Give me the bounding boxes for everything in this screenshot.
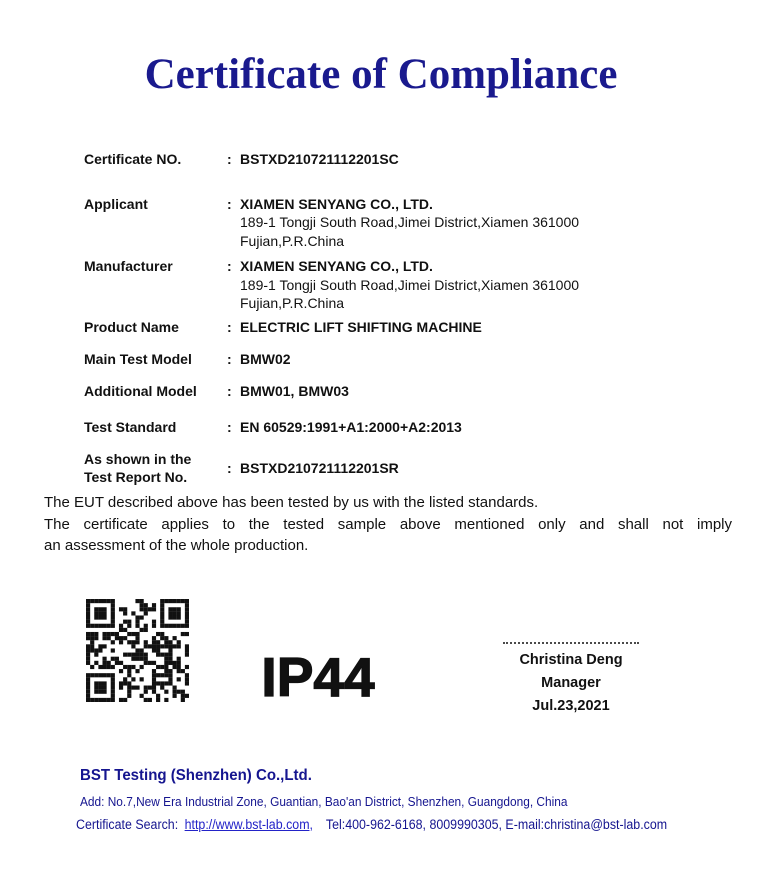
signature-dotted-line (503, 642, 639, 644)
signatory-name: Christina Deng (519, 652, 623, 668)
footer-address: Add: No.7,New Era Industrial Zone, Guantian, Bao'an District, Shenzhen, Guangdong, China (80, 795, 568, 809)
field-row-applicant (84, 195, 724, 251)
field-colon: : (227, 318, 232, 335)
product-name: ELECTRIC LIFT SHIFTING MACHINE (240, 318, 482, 335)
test-standard: EN 60529:1991+A1:2000+A2:2013 (240, 419, 462, 435)
certificate-search-label: Certificate Search: (76, 817, 179, 832)
applicant-address-line: 189-1 Tongji South Road,Jimei District,Xiamen 361000 (240, 214, 580, 230)
field-label: Additional Model (84, 382, 197, 399)
field-colon: : (227, 151, 232, 167)
field-row-certificate-no (84, 150, 724, 169)
field-label: Applicant (84, 195, 148, 212)
field-label: Main Test Model (84, 351, 192, 367)
field-label: Test Standard (84, 419, 177, 435)
field-colon: : (227, 459, 232, 476)
qr-code (86, 599, 189, 702)
statement-paragraph (44, 492, 732, 557)
signatory-role: Manager (541, 675, 601, 691)
test-report-number: BSTXD210721112201SR (240, 459, 399, 476)
field-label: Product Name (84, 318, 179, 335)
statement-line-1: The EUT described above has been tested by us with the listed standards. (44, 494, 539, 511)
field-colon: : (227, 351, 232, 367)
field-row-test-standard (84, 418, 724, 437)
ip-rating: IP44 (261, 646, 375, 708)
field-label: Manufacturer (84, 258, 173, 274)
signature-date: Jul.23,2021 (532, 698, 610, 714)
field-colon: : (227, 419, 232, 435)
field-label-line2: Test Report No. (84, 469, 188, 485)
qr-code-graphic (86, 599, 189, 702)
certificate-number: BSTXD210721112201SC (240, 151, 399, 167)
certificate-search-link[interactable]: http://www.bst-lab.com, (184, 817, 314, 832)
manufacturer-address-line: 189-1 Tongji South Road,Jimei District,Xiamen 361000 (240, 276, 580, 293)
signature-block (487, 636, 655, 718)
applicant-name: XIAMEN SENYANG CO., LTD. (240, 195, 433, 212)
additional-model: BMW01, BMW03 (240, 382, 349, 399)
field-label: Certificate NO. (84, 151, 182, 167)
main-test-model: BMW02 (240, 351, 291, 367)
field-row-manufacturer (84, 257, 724, 313)
certificate-title: Certificate of Compliance (144, 51, 618, 98)
manufacturer-name: XIAMEN SENYANG CO., LTD. (240, 258, 433, 274)
field-label-line1: As shown in the (84, 450, 192, 467)
manufacturer-address-line: Fujian,P.R.China (240, 295, 345, 311)
certificate-fields (84, 150, 724, 487)
field-row-main-test-model (84, 350, 724, 369)
footer-contact-info: Tel:400-962-6168, 8009990305, E-mail:christina@bst-lab.com (325, 817, 668, 832)
field-colon: : (227, 258, 232, 274)
footer-company-name: BST Testing (Shenzhen) Co.,Ltd. (80, 767, 312, 784)
field-row-test-report-no (84, 450, 724, 487)
footer-search-line (76, 817, 667, 832)
field-row-additional-model (84, 382, 724, 401)
statement-line-2: The certificate applies to the tested sample above mentioned only and shall not imply (44, 515, 732, 533)
field-row-product-name (84, 318, 724, 337)
statement-line-3: an assessment of the whole production. (44, 537, 309, 554)
field-colon: : (227, 195, 232, 212)
applicant-address-line: Fujian,P.R.China (240, 232, 345, 249)
field-colon: : (227, 382, 232, 399)
